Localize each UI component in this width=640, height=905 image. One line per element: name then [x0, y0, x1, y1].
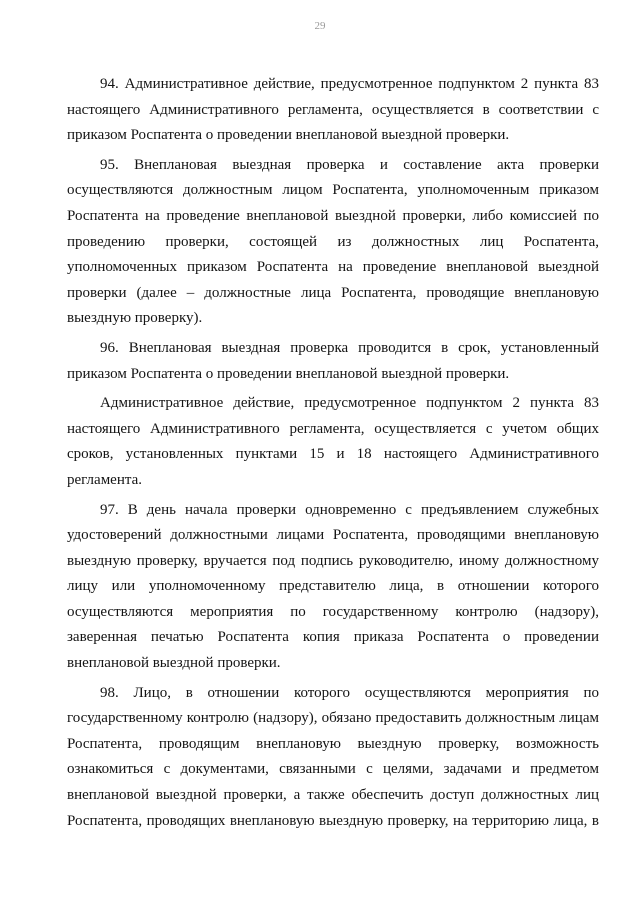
paragraph-97: 97. В день начала проверки одновременно с предъявлением служебных удостоверений должностными лицами Роспатента, проводящими внеплановую выездную проверку, вручается под подпись руководителю, иному должностному лицу или уполномоченному представителю лица, в отношении которого осуществляются мероприятия по государственному контролю (надзору), заверенная печатью Роспатента копия приказа Роспатента о проведении внеплановой выездной проверки.	[67, 501, 599, 672]
paragraph-96: 96. Внеплановая выездная проверка проводится в срок, установленный приказом Роспатента о проведении внеплановой выездной проверки.	[67, 339, 599, 382]
paragraph-98: 98. Лицо, в отношении которого осуществляются мероприятия по государственному контролю (надзору), обязано предоставить должностным лицам Роспатента, проводящим внеплановую выездную проверку, возможность ознакомиться с документами, связанными с целями, задачами и предметом внеплановой выездной проверки, а также обеспечить доступ должностных лиц Роспатента, проводящих внеплановую выездную проверку, на территорию лица, в	[67, 684, 599, 829]
paragraph-94: 94. Административное действие, предусмотренное подпунктом 2 пункта 83 настоящего Административного регламента, осуществляется в соответствии с приказом Роспатента о проведении внеплановой выездной проверки.	[67, 76, 599, 144]
page-number: 29	[314, 20, 326, 32]
document-body	[67, 72, 599, 834]
paragraph-96-continuation: Административное действие, предусмотренное подпунктом 2 пункта 83 настоящего Административного регламента, осуществляется с учетом общих сроков, установленных пунктами 15 и 18 настоящего Административного регламента.	[67, 395, 599, 488]
paragraph-95: 95. Внеплановая выездная проверка и составление акта проверки осуществляются должностным лицом Роспатента, уполномоченным приказом Роспатента на проведение внеплановой выездной проверки, либо комиссией по проведению проверки, состоящей из должностных лиц Роспатента, уполномоченных приказом Роспатента на проведение внеплановой выездной проверки (далее – должностные лица Роспатента, проводящие внеплановую выездную проверку).	[67, 156, 599, 327]
